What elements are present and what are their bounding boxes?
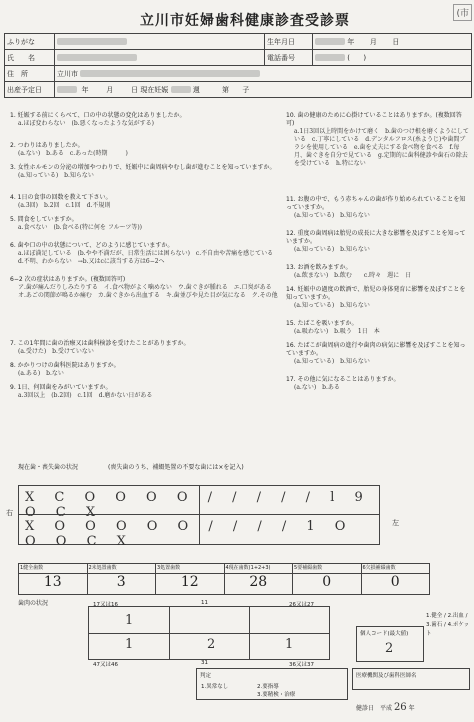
question-answer: (a.ない) b.ある	[294, 384, 340, 391]
question-item	[10, 216, 278, 232]
patient-info-table	[4, 33, 472, 98]
paren-open: (	[347, 53, 350, 62]
due-year: 年	[81, 85, 89, 94]
gum-code-1: 1	[125, 613, 134, 628]
question-answer: a.ほぼ変わらない (b.悪くなったような気がする)	[18, 120, 154, 127]
child-no-label: 第	[222, 85, 230, 94]
question-text: 3. 女性ホルモンの分泌の増加やつわりで、妊娠中に歯周病やむし歯が進むことを知っていますか。	[10, 164, 276, 171]
summary-header: 5要補綴歯数	[293, 564, 361, 574]
summary-header: 1健全歯数	[19, 564, 87, 574]
question-item	[10, 142, 278, 158]
question-item	[10, 340, 278, 356]
question-answer: ア.歯が痛んだりしみたりする イ.食べ物がよく噛めない ウ.歯ぐきが腫れる エ.口臭がある オ.あごの関節が鳴るか痛む カ.歯ぐきから出血する キ.歯並びや見た目が気になる ク.その他	[18, 284, 278, 299]
tooth-17: 17又は16	[93, 602, 118, 608]
question-item	[286, 196, 470, 220]
child-label: 子	[242, 85, 250, 94]
question-item	[10, 164, 278, 180]
summary-value: 12	[180, 574, 199, 590]
question-item	[10, 112, 278, 128]
judgement-option-3: 3.要精検・治療	[257, 692, 296, 698]
question-answer: a.ほぼ満足している (b.やや不満だが、日常生活には困らない) c.不自由や苦痛を感じている d.不明、わからない →b.又はcに該当する方は6−2へ	[18, 250, 280, 265]
right-side-label: 右	[6, 509, 13, 517]
redacted-block	[57, 54, 137, 61]
summary-cell	[293, 564, 362, 594]
question-answer: (a.吸わない) b.吸う 1日 本	[294, 328, 380, 335]
question-item	[286, 376, 470, 392]
summary-value: 0	[390, 574, 400, 590]
address-value	[55, 66, 471, 81]
clinic-box	[352, 668, 470, 690]
due-month: 月	[106, 85, 114, 94]
weeks-label: 週	[192, 85, 200, 94]
address-city: 立川市	[57, 69, 78, 78]
tooth-26: 26又は27	[289, 602, 314, 608]
question-text: 10. 歯の健康のために心掛けていることはありますか。(複数回答可)	[286, 112, 462, 127]
question-answer: (a.3回) b.2回 c.1回 d.不規則	[18, 202, 111, 209]
question-text: 12. 重度の歯周病は胎児の成長に大きな影響を及ぼすことを知っていますか。	[286, 230, 466, 245]
teeth-chart	[18, 485, 380, 549]
gum-code-3: 2	[207, 637, 216, 652]
question-item	[10, 242, 278, 266]
question-text: 13. お酒を飲みますか。	[286, 264, 352, 271]
tooth-36: 36又は37	[289, 662, 314, 668]
question-item	[286, 112, 470, 168]
document-title: 立川市妊婦歯科健康診査受診票	[140, 13, 350, 29]
address-label: 住 所	[5, 66, 55, 81]
question-item	[10, 194, 278, 210]
judgement-box	[196, 668, 348, 700]
judgement-option-2: 2.要指導	[257, 684, 279, 690]
judgement-label: 判定	[200, 673, 212, 679]
redacted-block	[315, 54, 345, 61]
summary-cell	[88, 564, 157, 594]
question-answer: (a.ない) b.ある c.あった(時期 )	[18, 150, 128, 157]
dob-year: 年	[347, 37, 355, 46]
furigana-value	[55, 34, 265, 49]
date-year: 年	[408, 705, 415, 712]
tooth-31: 31	[201, 660, 208, 666]
question-text: 6. 歯や口の中の状態について、どのように感じていますか。	[10, 242, 174, 249]
question-text: 5. 間食をしていますか。	[10, 216, 78, 223]
question-answer: (a.知っている) b.知らない	[18, 172, 94, 179]
clinic-label: 医療機関及び歯科医師名	[356, 673, 417, 679]
city-stamp: (市	[453, 4, 472, 21]
summary-value: 13	[43, 574, 62, 590]
question-item	[10, 362, 278, 378]
personal-code-box	[356, 626, 424, 662]
question-text: 6−2 次の症状はありますか。(複数回答可)	[10, 276, 126, 283]
phone-label: 電話番号	[265, 50, 313, 65]
name-label: 氏 名	[5, 50, 55, 65]
question-text: 11. お腹の中で、もう赤ちゃんの歯が作り始められていることを知っていますか。	[286, 196, 466, 211]
tooth-47: 47又は46	[93, 662, 118, 668]
summary-header: 3処置歯数	[156, 564, 224, 574]
dob-value	[313, 34, 471, 49]
summary-value: 3	[116, 574, 126, 590]
date-value: 26	[393, 702, 407, 713]
redacted-block	[57, 86, 77, 93]
due-day: 日	[131, 85, 139, 94]
redacted-block	[80, 70, 260, 77]
question-text: 17. その他に気になることはありますか。	[286, 376, 400, 383]
question-item	[286, 286, 470, 310]
question-text: 7. この1年間に歯の治療又は歯科検診を受けたことがありますか。	[10, 340, 190, 347]
paren-close: )	[363, 53, 367, 62]
question-item	[10, 384, 278, 400]
question-answer: a.3回以上 (b.2回) c.1回 d.磨かない日がある	[18, 392, 153, 399]
summary-cell	[362, 564, 430, 594]
due-value	[55, 82, 471, 97]
tooth-count-summary	[18, 563, 430, 595]
periodontal-legend: 1.健全 / 2.出血 / 3.歯石 / 4.ポケット	[426, 613, 470, 637]
dob-label: 生年月日	[265, 34, 313, 49]
question-answer: (a.知っている) b.知らない	[294, 246, 370, 253]
redacted-block	[57, 38, 127, 45]
summary-cell	[19, 564, 88, 594]
question-item	[286, 320, 470, 336]
tooth-11: 11	[201, 600, 208, 606]
question-answer: (a.飲まない) b.飲む c.時々 週に 日	[294, 272, 412, 279]
furigana-label: ふりがな	[5, 34, 55, 49]
gum-divider-1	[169, 607, 170, 659]
question-item	[286, 264, 470, 280]
dob-month: 月	[369, 37, 377, 46]
name-value	[55, 50, 265, 65]
question-text: 14. 妊娠中の過度の飲酒で、胎児の身体発育に影響を及ぼすことを知っていますか。	[286, 286, 466, 301]
summary-cell	[156, 564, 225, 594]
dob-day: 日	[392, 37, 400, 46]
gum-code-2: 1	[125, 637, 134, 652]
dental-section-title: 現在歯・喪失歯の状況	[18, 464, 79, 471]
question-text: 16. たばこが歯周病の進行や歯肉の病気に影響を及ぼすことを知っていますか。	[286, 342, 466, 357]
lower-teeth-marks: X O O O O O / / / / 1 O O O C X	[25, 519, 354, 549]
phone-value	[313, 50, 471, 65]
date-label: 健診日 平成	[356, 705, 393, 712]
gum-code-4: 1	[285, 637, 294, 652]
redacted-block	[315, 38, 345, 45]
question-text: 8. かかりつけの歯科医院はありますか。	[10, 362, 120, 369]
question-text: 15. たばこを吸いますか。	[286, 320, 358, 327]
summary-header: 4現在歯数(1+2+3)	[225, 564, 293, 574]
judgement-option-1: 1.異常なし	[201, 684, 229, 690]
summary-cell	[225, 564, 294, 594]
redacted-block	[171, 86, 191, 93]
question-answer: (a.知っている) b.知らない	[294, 212, 370, 219]
question-item	[286, 342, 470, 366]
periodontal-title: 歯肉の状況	[18, 600, 49, 607]
question-item	[10, 276, 278, 300]
summary-header: 6欠損補綴歯数	[362, 564, 430, 574]
gum-divider-horizontal	[89, 633, 329, 634]
question-text: 4. 1日の食事の回数を教えて下さい。	[10, 194, 112, 201]
question-answer: (a.知っている) b.知らない	[294, 302, 370, 309]
due-label: 出産予定日	[5, 82, 55, 97]
personal-code-label: 個人コード(最大値)	[360, 631, 409, 637]
exam-date	[356, 702, 415, 713]
upper-teeth-marks: X C O O O O / / / / / l 9 O C X	[25, 490, 371, 520]
periodontal-grid	[88, 600, 330, 668]
question-text: 9. 1日、何回歯をみがいていますか。	[10, 384, 112, 391]
question-item	[286, 230, 470, 254]
current-pregnancy: 現在妊娠	[140, 85, 169, 94]
gum-divider-2	[249, 607, 250, 659]
personal-code-value: 2	[385, 641, 394, 656]
question-answer: (a.受けた) b.受けていない	[18, 348, 94, 355]
question-answer: (a.ある) b.ない	[18, 370, 64, 377]
question-answer: a.食べない (b.食べる(特に何を フルーツ等))	[18, 224, 143, 231]
summary-value: 28	[249, 574, 268, 590]
question-answer: a.1日3回以上時間をかけて磨く b.歯のつけ根を磨くようにしている c.丁寧にしている d.デンタルフロス(糸ようじ)や歯間ブラシを使用している e.歯を丈夫にする食べ物を食べる f.毎月、歯ぐきを自分で見ている g.定期的に歯科健診や歯石の除去を受けている h.特にない	[294, 128, 469, 167]
question-text: 2. つわりはありましたか。	[10, 142, 84, 149]
left-side-label: 左	[392, 519, 399, 527]
summary-header: 2未処置歯数	[88, 564, 156, 574]
question-text: 1. 妊娠する前にくらべて、口の中の状態の変化はありましたか。	[10, 112, 186, 119]
question-answer: (a.知っている) b.知らない	[294, 358, 370, 365]
dental-section-note: (喪失歯のうち、補綴処置の不要な歯には×を記入)	[108, 464, 244, 471]
summary-value: 0	[322, 574, 332, 590]
